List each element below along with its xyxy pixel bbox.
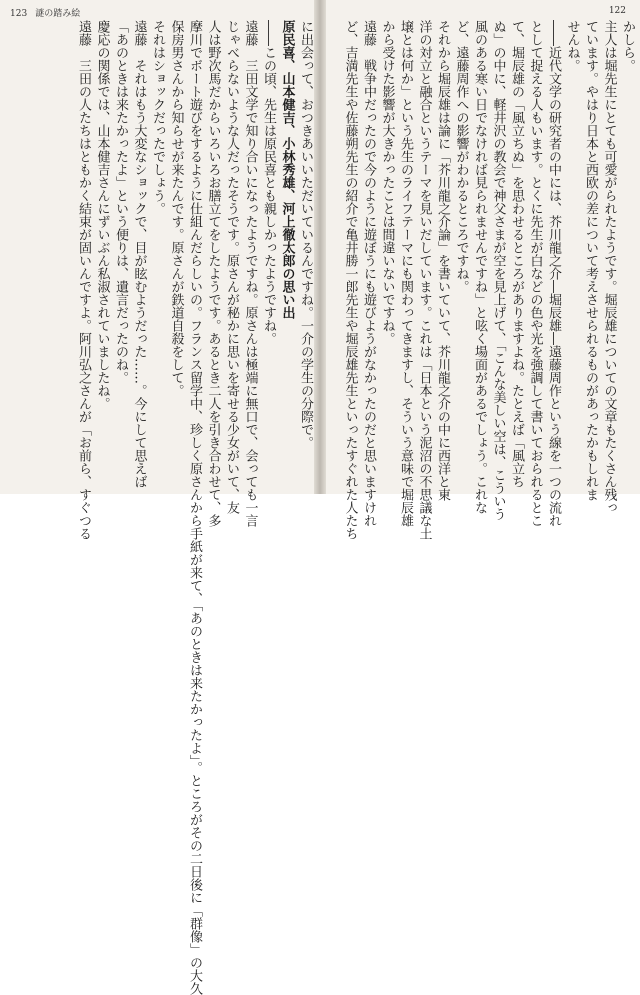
right-page-text (330, 20, 636, 540)
text-column: 遠藤 それはもう大変なショックで、目が眩むようだった……。今にして思えば (131, 20, 147, 488)
text-column: 壌とは何か」という先生のライフテーマにも関わってきますし、そういう意味で堀辰雄 (398, 20, 413, 527)
text-column: かしら。 (620, 20, 635, 72)
text-column: 風のある寒い日でなければ見られませんですね」と呟く場面があるでしょう。これな (472, 20, 487, 514)
text-column: ぬ」の中に、軽井沢の教会で神父さまが空を見上げて、「こんな美しい空は、こういう (490, 20, 506, 521)
text-column: 洋の対立と融合というテーマを見いだしています。これは「日本という泥沼の不思議な土 (416, 20, 432, 540)
text-column: ど、吉満先生や佐藤朔先生の紹介で亀井勝一郎先生や堀辰雄先生といったすぐれた人たち (342, 20, 358, 540)
text-column: それから堀辰雄は論に「芥川龍之介論」を書いていて、芥川龍之介の中に西洋と東 (435, 20, 450, 501)
text-column: 慶応の関係では、山本健吉さんにずいぶん私淑されていましたね。 (94, 20, 110, 410)
left-page-header (10, 6, 80, 19)
text-column: ――近代文学の研究者の中には、芥川龍之介―堀辰雄―遠藤周作という線を一つの流れ (546, 20, 561, 527)
right-page-header (609, 6, 626, 16)
text-column: せんね。 (564, 20, 580, 72)
closing-column: に出会って、おつきあいいただいているんですね。一介の学生の分際で。 (298, 20, 313, 449)
text-column: て、堀辰雄の「風立ちぬ」を思わせるところがありますよね。たとえば「風立ち (509, 20, 524, 488)
text-column: ――この頃、先生は原民喜とも親しかったようですね。 (261, 20, 276, 345)
book-gutter (314, 0, 326, 494)
text-column: 遠藤 戦争中だったので今のように遊ぼうにも遊びようがなかったのだと思いますけれ (361, 20, 376, 527)
right-page (322, 0, 640, 540)
text-column: 人は野次馬だからいろいろお膳立てをしたようです。あるとき二人を引き合わせて、多 (205, 20, 221, 527)
text-column: じゃべらないような人だったそうです。原さんが秘かに思いを寄せる少女がいて、友 (224, 20, 239, 514)
left-page (0, 0, 318, 995)
right-page-number: 122 (608, 6, 626, 16)
text-column: 「あのときは来たかったよ」という便りは、遺言だったのね。 (113, 20, 128, 384)
left-page-number: 123 (10, 9, 28, 19)
left-page-text (14, 20, 314, 995)
text-column: 摩川でボート遊びをするように仕組んだらしいの。フランス留学中、珍しく原さんから手紙が来て、「あのときは来たかったよ」。ところがその二日後に「群像」の大久 (187, 20, 202, 995)
section-heading: 原民喜、山本健吉、小林秀雄、河上徹太郎の思い出 (279, 20, 295, 319)
running-title: 謎の踏み絵 (35, 9, 81, 19)
text-column: 遠藤 三田の人たちはともかく結束が固いんですよ。阿川弘之さんが「お前ら、すぐつる (76, 20, 91, 540)
text-column: ています。やはり日本と西欧の差について考えさせられるものがあったかもしれま (583, 20, 598, 501)
text-column: 主人は堀先生にとても可愛がられたようです。堀辰雄についての文章もたくさん残っ (601, 20, 617, 514)
text-column: ど、遠藤周作への影響がわかるところですね。 (453, 20, 469, 293)
text-column: として捉える人もいます。とくに先生が白などの色や光を強調して書いておられるとこ (527, 20, 543, 527)
text-column: 遠藤 三田文学で知り合いになったようですね。原さんは極端に無口で、会っても一言 (242, 20, 258, 527)
text-column: から受けた影響が大きかったことは間違いないですね。 (379, 20, 395, 345)
text-column: 保房男さんから知らせが来たんです。原さんが鉄道自殺をして。 (168, 20, 184, 397)
text-column: それはショックだったでしょう。 (150, 20, 165, 215)
